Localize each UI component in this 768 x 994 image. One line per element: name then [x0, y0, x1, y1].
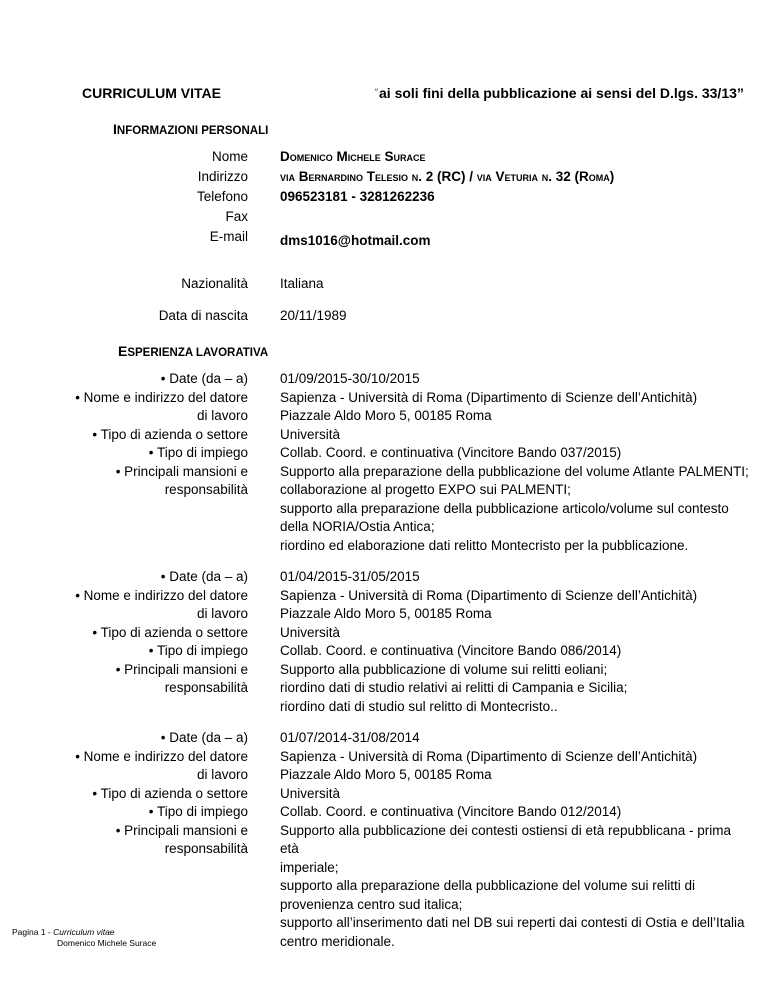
duty-line: supporto all’inserimento dati nel DB sui reperti dai contesti di Ostia e dell’Italia	[280, 915, 745, 930]
label-email: E-mail	[209, 229, 248, 244]
duty-line: riordino dati di studio sul relitto di Montecristo..	[280, 698, 558, 714]
duty-line: provenienza centro sud italica;	[280, 896, 463, 912]
value-address: Piazzale Aldo Moro 5, 00185 Roma	[280, 767, 492, 782]
experience-values	[280, 568, 750, 716]
label-nazionalita: Nazionalità	[181, 276, 248, 291]
label-employer: • Nome e indirizzo del datore	[75, 587, 248, 603]
label-duties-cont: responsabilità	[164, 482, 248, 497]
value-telefono: 096523181 - 3281262236	[280, 189, 435, 204]
value-address: Piazzale Aldo Moro 5, 00185 Roma	[280, 408, 492, 423]
publication-note	[375, 85, 744, 101]
label-employer-cont: di lavoro	[196, 767, 248, 782]
label-sector: • Tipo di azienda o settore	[92, 785, 248, 801]
label-duties: • Principali mansioni e	[115, 463, 248, 479]
duty-line: Supporto alla preparazione della pubblicazione del volume Atlante PALMENTI;	[280, 463, 749, 479]
value-employer: Sapienza - Università di Roma (Dipartimento di Scienze dell’Antichità)	[280, 748, 698, 764]
value-address: Piazzale Aldo Moro 5, 00185 Roma	[280, 606, 492, 621]
label-dates: • Date (da – a)	[160, 569, 248, 584]
label-duties-cont: responsabilità	[164, 841, 248, 856]
label-dates: • Date (da – a)	[160, 371, 248, 386]
duty-line: supporto alla preparazione della pubblicazione articolo/volume sul contesto	[280, 500, 729, 516]
experience-values	[280, 370, 750, 555]
value-dates: 01/09/2015-30/10/2015	[280, 371, 420, 386]
label-dates: • Date (da – a)	[160, 730, 248, 745]
value-nazionalita: Italiana	[280, 276, 324, 291]
label-employer: • Nome e indirizzo del datore	[75, 748, 248, 764]
experience-values	[280, 729, 750, 951]
value-data-nascita: 20/11/1989	[280, 308, 347, 323]
experience-labels	[68, 729, 248, 859]
section-personal-info	[113, 121, 268, 137]
section-work-experience	[118, 343, 268, 359]
label-indirizzo: Indirizzo	[197, 169, 248, 184]
value-employer: Sapienza - Università di Roma (Dipartimento di Scienze dell’Antichità)	[280, 587, 698, 603]
value-dates: 01/07/2014-31/08/2014	[280, 730, 420, 745]
duty-line: riordino ed elaborazione dati relitto Montecristo per la pubblicazione.	[280, 537, 689, 553]
duty-line: supporto alla preparazione della pubblicazione del volume sui relitti di	[280, 878, 695, 893]
label-job-type: • Tipo di impiego	[148, 804, 248, 819]
label-telefono: Telefono	[196, 189, 248, 204]
footer-page-line	[12, 927, 156, 938]
value-fax	[280, 208, 750, 228]
experience-labels	[68, 568, 248, 698]
label-duties-cont: responsabilità	[164, 680, 248, 695]
label-duties: • Principali mansioni e	[115, 661, 248, 677]
duty-line: riordino dati di studio relativi ai relitti di Campania e Sicilia;	[280, 680, 628, 695]
publication-note-text: ai soli fini della pubblicazione ai sensi del D.lgs. 33/13”	[379, 85, 744, 101]
value-job-type: Collab. Coord. e continuativa (Vincitore Bando 012/2014)	[280, 804, 622, 819]
personal-labels	[68, 148, 248, 248]
section-initial: E	[118, 343, 128, 359]
duty-line: della NORIA/Ostia Antica;	[280, 519, 435, 534]
footer-doc: Curriculum vitae	[53, 927, 115, 937]
section-rest: NFORMAZIONI PERSONALI	[116, 125, 269, 137]
page-footer	[12, 927, 156, 949]
value-email: dms1016@hotmail.com	[280, 233, 431, 248]
label-fax: Fax	[225, 209, 248, 224]
experience-labels	[68, 370, 248, 500]
value-indirizzo: via Bernardino Telesio n. 2 (RC) / via Veturia n. 32 (Roma)	[280, 169, 615, 184]
label-data-nascita: Data di nascita	[158, 308, 248, 323]
footer-name: Domenico Michele Surace	[57, 938, 157, 948]
duty-line: centro meridionale.	[280, 933, 395, 949]
value-job-type: Collab. Coord. e continuativa (Vincitore Bando 086/2014)	[280, 643, 622, 658]
value-nome: Domenico Michele Surace	[280, 149, 426, 164]
value-sector: Università	[280, 624, 341, 640]
label-job-type: • Tipo di impiego	[148, 643, 248, 658]
label-nome: Nome	[211, 149, 248, 164]
footer-page: Pagina 1 -	[12, 927, 54, 937]
label-sector: • Tipo di azienda o settore	[92, 426, 248, 442]
label-sector: • Tipo di azienda o settore	[92, 624, 248, 640]
label-duties: • Principali mansioni e	[115, 822, 248, 838]
personal-values	[280, 148, 750, 252]
label-job-type: • Tipo di impiego	[148, 445, 248, 460]
section-rest: SPERIENZA LAVORATIVA	[127, 347, 269, 359]
duty-line: Supporto alla pubblicazione di volume sui relitti eoliani;	[280, 661, 608, 677]
value-job-type: Collab. Coord. e continuativa (Vincitore Bando 037/2015)	[280, 445, 622, 460]
label-employer-cont: di lavoro	[196, 408, 248, 423]
duty-line: Supporto alla pubblicazione dei contesti ostiensi di età repubblicana - prima età	[280, 822, 732, 856]
cv-title: CURRICULUM VITAE	[82, 85, 221, 101]
value-employer: Sapienza - Università di Roma (Dipartimento di Scienze dell’Antichità)	[280, 389, 698, 405]
label-employer-cont: di lavoro	[196, 606, 248, 621]
duty-line: imperiale;	[280, 859, 339, 875]
value-dates: 01/04/2015-31/05/2015	[280, 569, 420, 584]
label-employer: • Nome e indirizzo del datore	[75, 389, 248, 405]
section-initial: I	[113, 121, 117, 137]
value-sector: Università	[280, 426, 341, 442]
value-sector: Università	[280, 785, 341, 801]
duty-line: collaborazione al progetto EXPO sui PALMENTI;	[280, 482, 571, 497]
quote-mark: “	[375, 87, 378, 97]
